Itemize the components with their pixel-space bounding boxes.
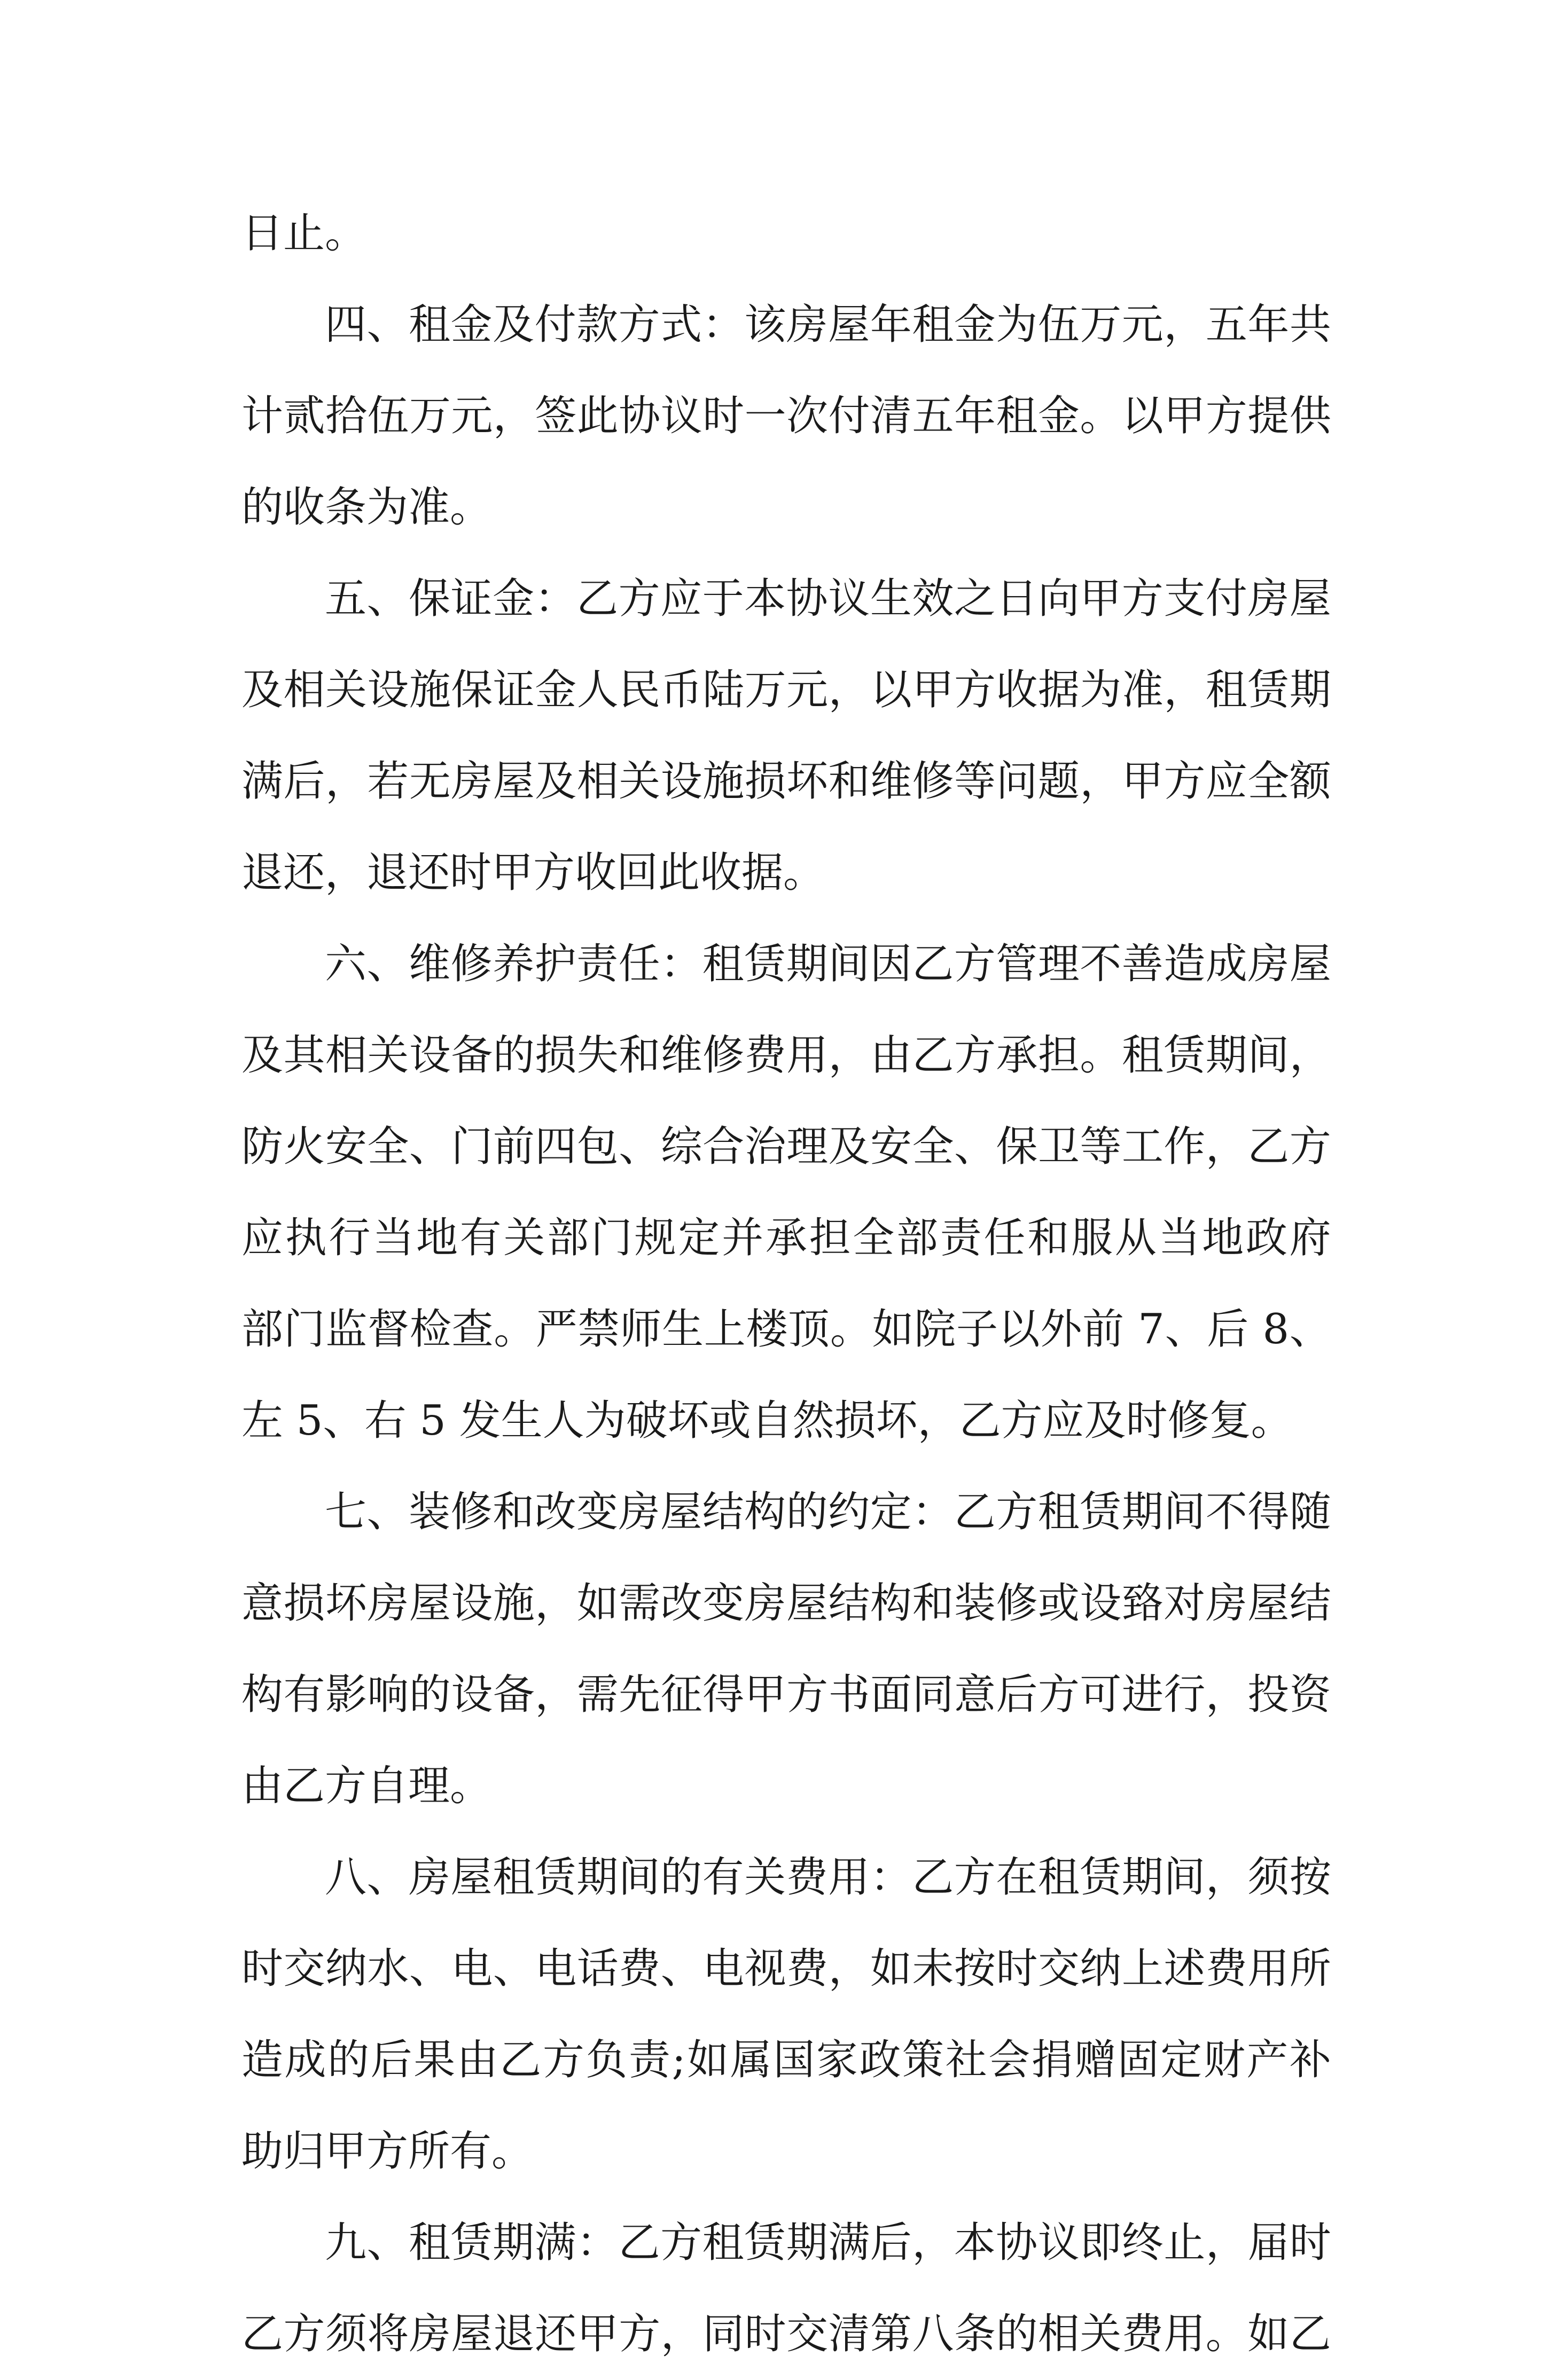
clause-5-line-1: 五 、 保 证 金 ： 乙 方 应 于 本 协 议 生 效 之 日 向 甲 方 支 付 房 屋 (325, 575, 1331, 623)
clause-4-line-1: 四 、 租 金 及 付 款 方 式 ： 该 房 屋 年 租 金 为 伍 万 元 ， 五 年 共 (325, 301, 1331, 349)
clause-8-line-1: 八 、 房 屋 租 赁 期 间 的 有 关 费 用 ： 乙 方 在 租 赁 期 间 ， 须 按 (325, 1853, 1331, 1901)
clause-5-line-2: 及 相 关 设 施 保 证 金 人 民 币 陆 万 元 ， 以 甲 方 收 据 为 准 ， 租 赁 期 (241, 666, 1331, 714)
clause-6-line-1: 六 、 维 修 养 护 责 任 ： 租 赁 期 间 因 乙 方 管 理 不 善 造 成 房 屋 (325, 940, 1331, 988)
clause-6-line-4: 应 执 行 当 地 有 关 部 门 规 定 并 承 担 全 部 责 任 和 服 从 当 地 政 府 (241, 1214, 1331, 1262)
clause-6-line-3: 防 火 安 全 、 门 前 四 包 、 综 合 治 理 及 安 全 、 保 卫 等 工 作 ， 乙 方 (241, 1123, 1331, 1171)
clause-7-line-1: 七 、 装 修 和 改 变 房 屋 结 构 的 约 定 ： 乙 方 租 赁 期 间 不 得 随 (325, 1488, 1331, 1536)
paragraph-continuation-line: 日止。 (241, 209, 367, 257)
clause-6-line-6: 左 5、右 5 发生人为破坏或自然损坏，乙方应及时修复。 (241, 1397, 1293, 1445)
clause-7-line-4: 由乙方自理。 (241, 1762, 492, 1810)
clause-6-line-5: 部 门 监 督 检 查 。 严 禁 师 生 上 楼 顶 。 如 院 子 以 外 前 7 、 后 8 、 (241, 1305, 1331, 1353)
clause-4-line-3: 的收条为准。 (241, 483, 492, 531)
clause-7-line-2: 意 损 坏 房 屋 设 施 ， 如 需 改 变 房 屋 结 构 和 装 修 或 设 臵 对 房 屋 结 (241, 1579, 1331, 1627)
clause-7-line-3: 构 有 影 响 的 设 备 ， 需 先 征 得 甲 方 书 面 同 意 后 方 可 进 行 ， 投 资 (241, 1671, 1331, 1719)
clause-8-line-2: 时 交 纳 水 、 电 、 电 话 费 、 电 视 费 ， 如 未 按 时 交 纳 上 述 费 用 所 (241, 1945, 1331, 1993)
clause-4-line-2: 计 贰 拾 伍 万 元 ， 签 此 协 议 时 一 次 付 清 五 年 租 金 。 以 甲 方 提 供 (241, 392, 1331, 440)
clause-8-line-4: 助归甲方所有。 (241, 2127, 534, 2175)
document-body (241, 188, 1331, 2380)
clause-6-line-2: 及 其 相 关 设 备 的 损 失 和 维 修 费 用 ， 由 乙 方 承 担 。 租 赁 期 间 ， (241, 1031, 1331, 1079)
clause-9-line-1: 九 、 租 赁 期 满 ： 乙 方 租 赁 期 满 后 ， 本 协 议 即 终 止 ， 届 时 (325, 2219, 1331, 2267)
clause-5-line-4: 退还，退还时甲方收回此收据。 (241, 849, 825, 897)
clause-9-line-2: 乙 方 须 将 房 屋 退 还 甲 方 ， 同 时 交 清 第 八 条 的 相 关 费 用 。 如 乙 (241, 2310, 1331, 2358)
clause-8-line-3: 造 成 的 后 果 由 乙 方 负 责 ; 如 属 国 家 政 策 社 会 捐 赠 固 定 财 产 补 (241, 2036, 1331, 2084)
clause-5-line-3: 满 后 ， 若 无 房 屋 及 相 关 设 施 损 坏 和 维 修 等 问 题 ， 甲 方 应 全 额 (241, 757, 1331, 805)
